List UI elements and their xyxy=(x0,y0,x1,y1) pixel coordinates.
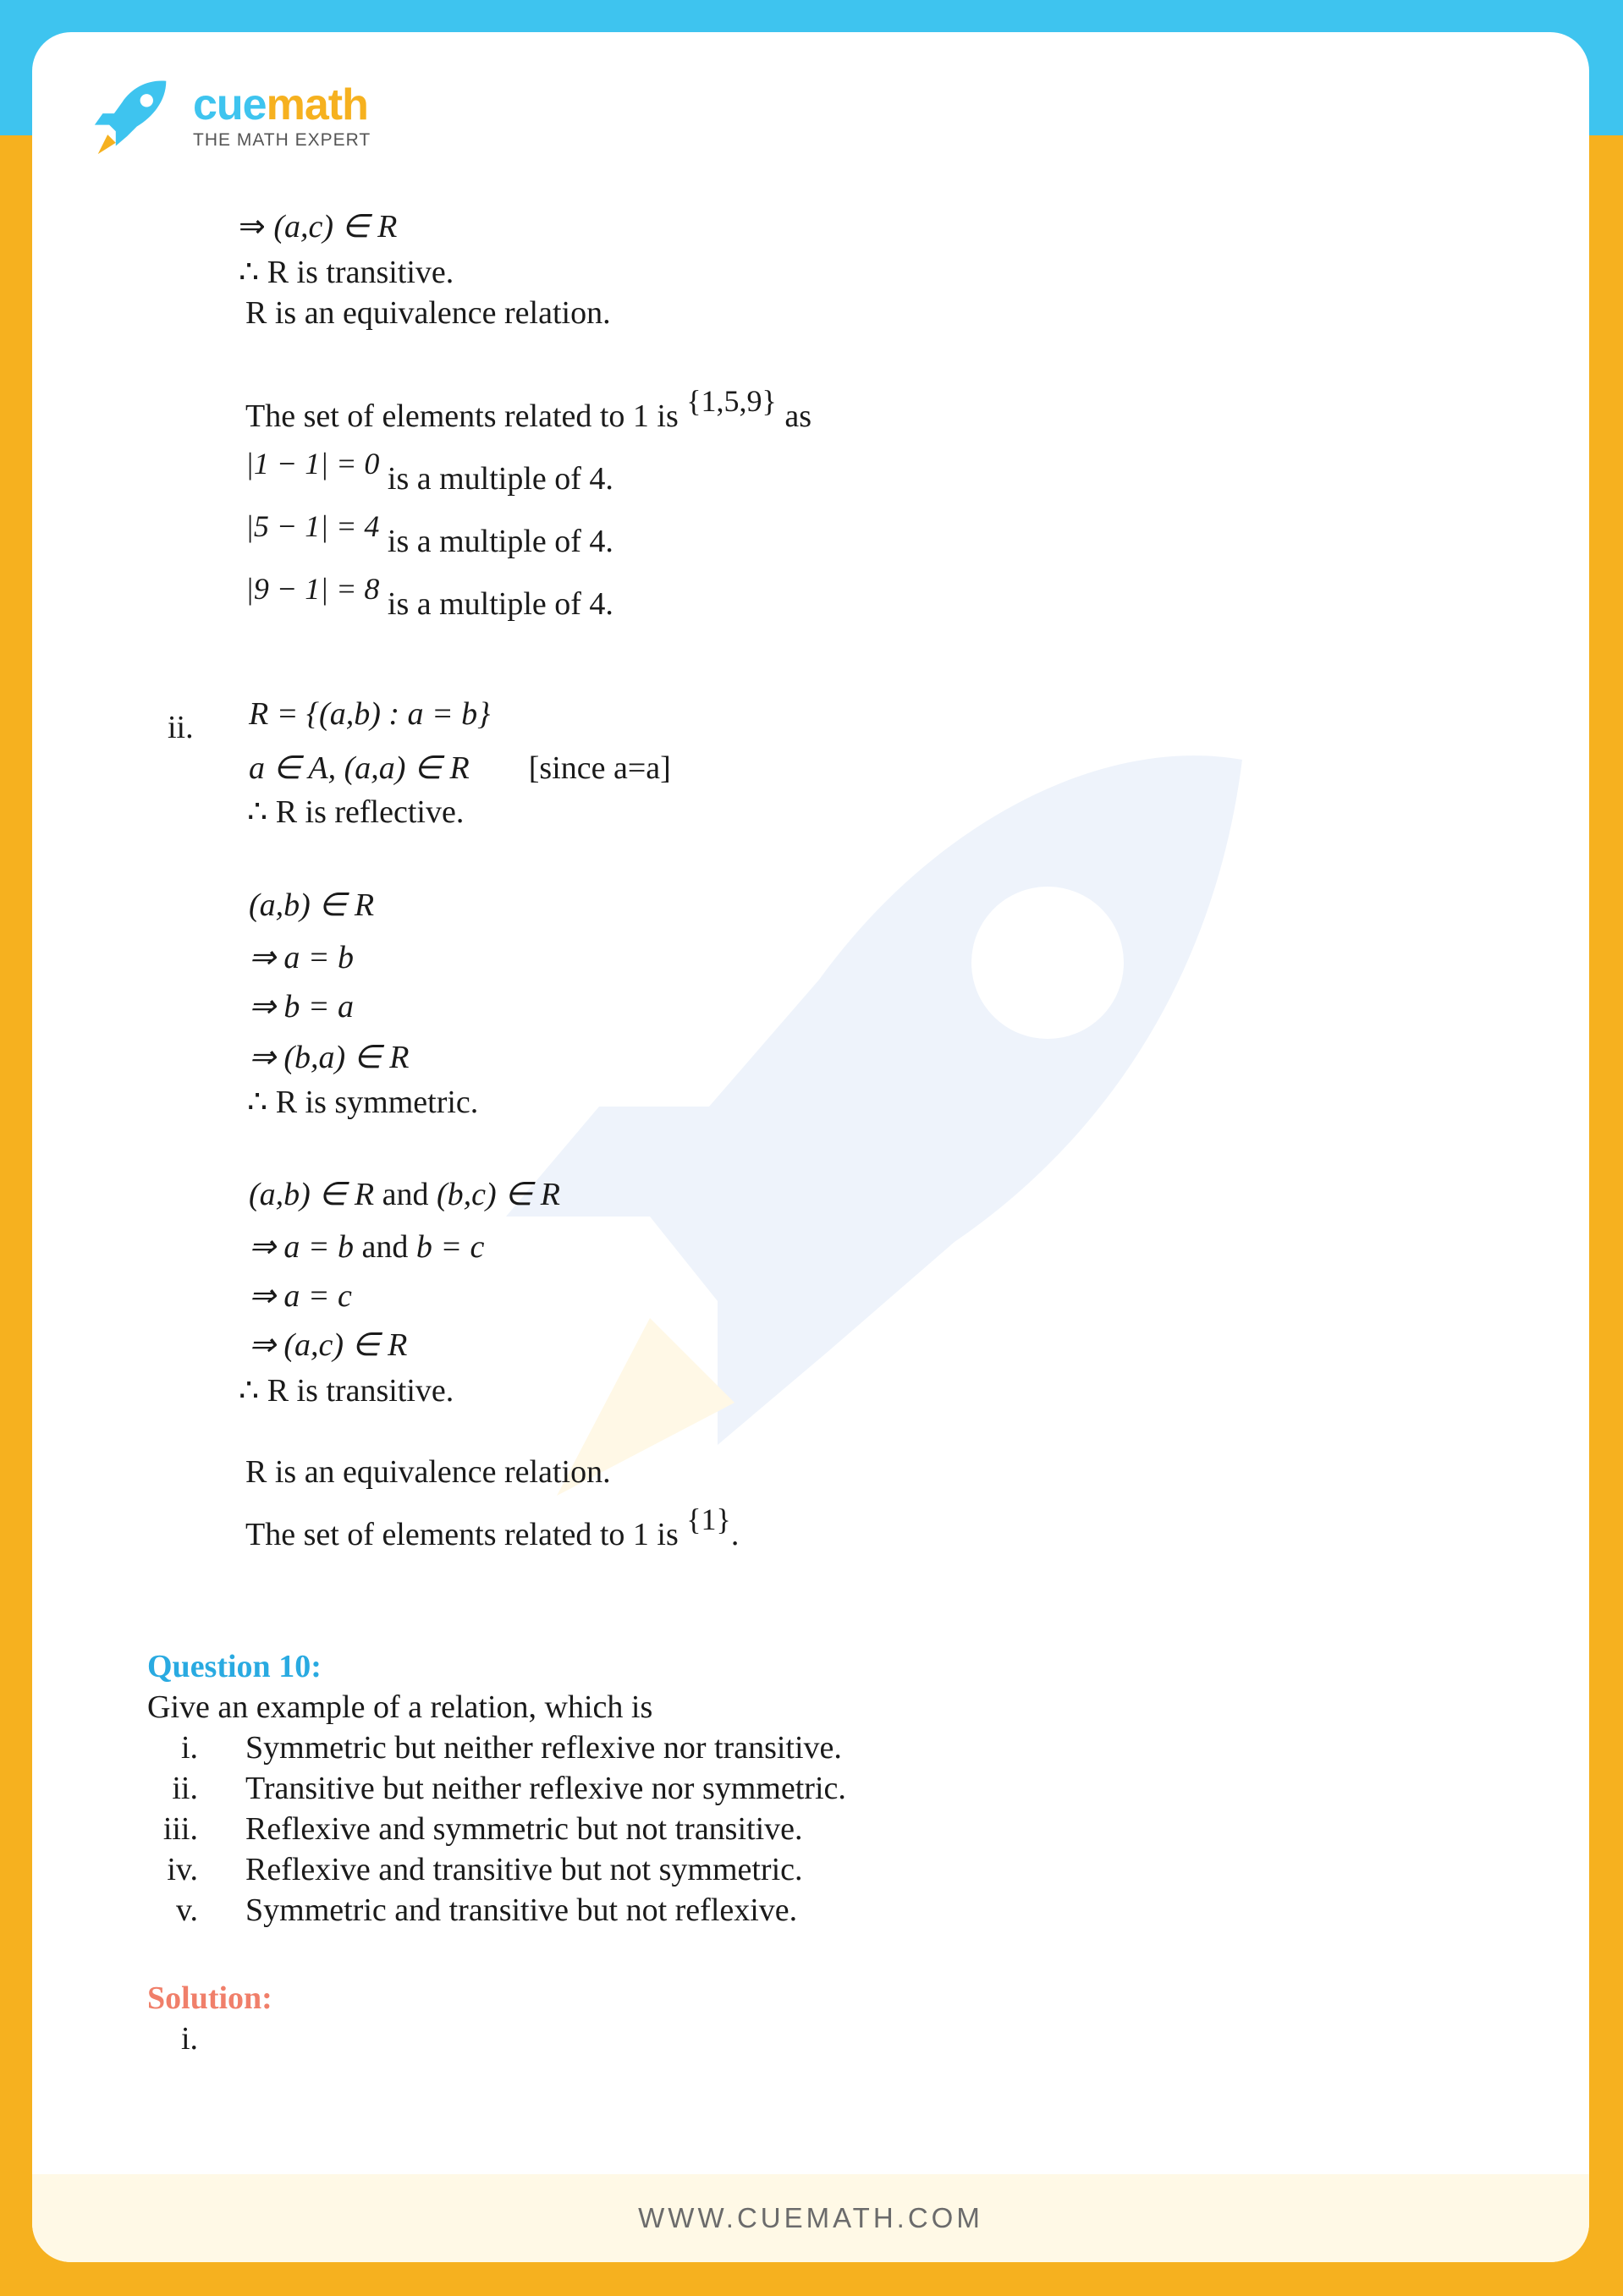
question-item-num: iv. xyxy=(167,1852,198,1887)
cuemath-logo xyxy=(91,76,371,157)
question-prompt: Give an example of a relation, which is xyxy=(147,1689,653,1725)
question-item-num: i. xyxy=(180,1730,198,1766)
sym-line-4: ⇒ (b,a) ∈ R xyxy=(249,1040,410,1075)
page-card xyxy=(32,32,1589,2262)
trans-line-1: (a,b) ∈ R and (b,c) ∈ R xyxy=(249,1177,560,1212)
question-item-num: v. xyxy=(175,1892,198,1928)
solution-item-num: i. xyxy=(180,2021,198,2057)
trans-line-4: ⇒ (a,c) ∈ R xyxy=(249,1327,408,1363)
rocket-watermark-icon xyxy=(455,709,1301,1555)
related-set-line-ii: The set of elements related to 1 is {1}. xyxy=(245,1502,740,1552)
question-item-text: Reflexive and transitive but not symmetric. xyxy=(245,1852,803,1887)
check-line-1: |1 − 1| = 0 is a multiple of 4. xyxy=(245,447,613,497)
trans-line-3: ⇒ a = c xyxy=(249,1278,352,1314)
part-ii-label: ii. xyxy=(168,710,194,745)
check-line-3: |9 − 1| = 8 is a multiple of 4. xyxy=(245,572,613,622)
solution-title: Solution: xyxy=(147,1980,272,2016)
sym-line-1: (a,b) ∈ R xyxy=(249,887,375,923)
reflexive-expr-line: a ∈ A, (a,a) ∈ R [since a=a] xyxy=(249,750,671,786)
check-line-2: |5 − 1| = 4 is a multiple of 4. xyxy=(245,509,613,559)
footer xyxy=(32,2174,1589,2262)
implies-ac-line: ⇒ (a,c) ∈ R xyxy=(239,209,398,244)
trans-line-2: ⇒ a = b and b = c xyxy=(249,1229,485,1265)
question-item-text: Transitive but neither reflexive nor symmetric. xyxy=(245,1771,846,1806)
question-item-text: Symmetric but neither reflexive nor transitive. xyxy=(245,1730,842,1766)
transitive-line: ∴ R is transitive. xyxy=(239,255,454,290)
question-item-num: iii. xyxy=(162,1811,198,1847)
definition-line: R = {(a,b) : a = b} xyxy=(249,696,491,732)
brand-name: cuemath xyxy=(193,80,368,129)
symmetric-line: ∴ R is symmetric. xyxy=(247,1085,479,1120)
brand-tagline: THE MATH EXPERT xyxy=(193,130,371,150)
sym-line-2: ⇒ a = b xyxy=(249,940,354,975)
question-item-text: Symmetric and transitive but not reflexive. xyxy=(245,1892,798,1928)
related-set-line: The set of elements related to 1 is {1,5,9} as xyxy=(245,384,812,434)
footer-url: WWW.CUEMATH.COM xyxy=(638,2202,983,2233)
rocket-logo-icon xyxy=(91,76,173,157)
sym-line-3: ⇒ b = a xyxy=(249,989,354,1024)
question-item-text: Reflexive and symmetric but not transitive. xyxy=(245,1811,803,1847)
equivalence-line: R is an equivalence relation. xyxy=(245,295,611,331)
question-title: Question 10: xyxy=(147,1649,322,1684)
equivalence-line-ii: R is an equivalence relation. xyxy=(245,1454,611,1490)
related-set-ii: {1} xyxy=(686,1502,731,1536)
transitive-line-ii: ∴ R is transitive. xyxy=(239,1373,454,1409)
reflexive-line: ∴ R is reflective. xyxy=(247,794,465,830)
related-set: {1,5,9} xyxy=(686,384,777,418)
question-item-num: ii. xyxy=(172,1771,198,1806)
